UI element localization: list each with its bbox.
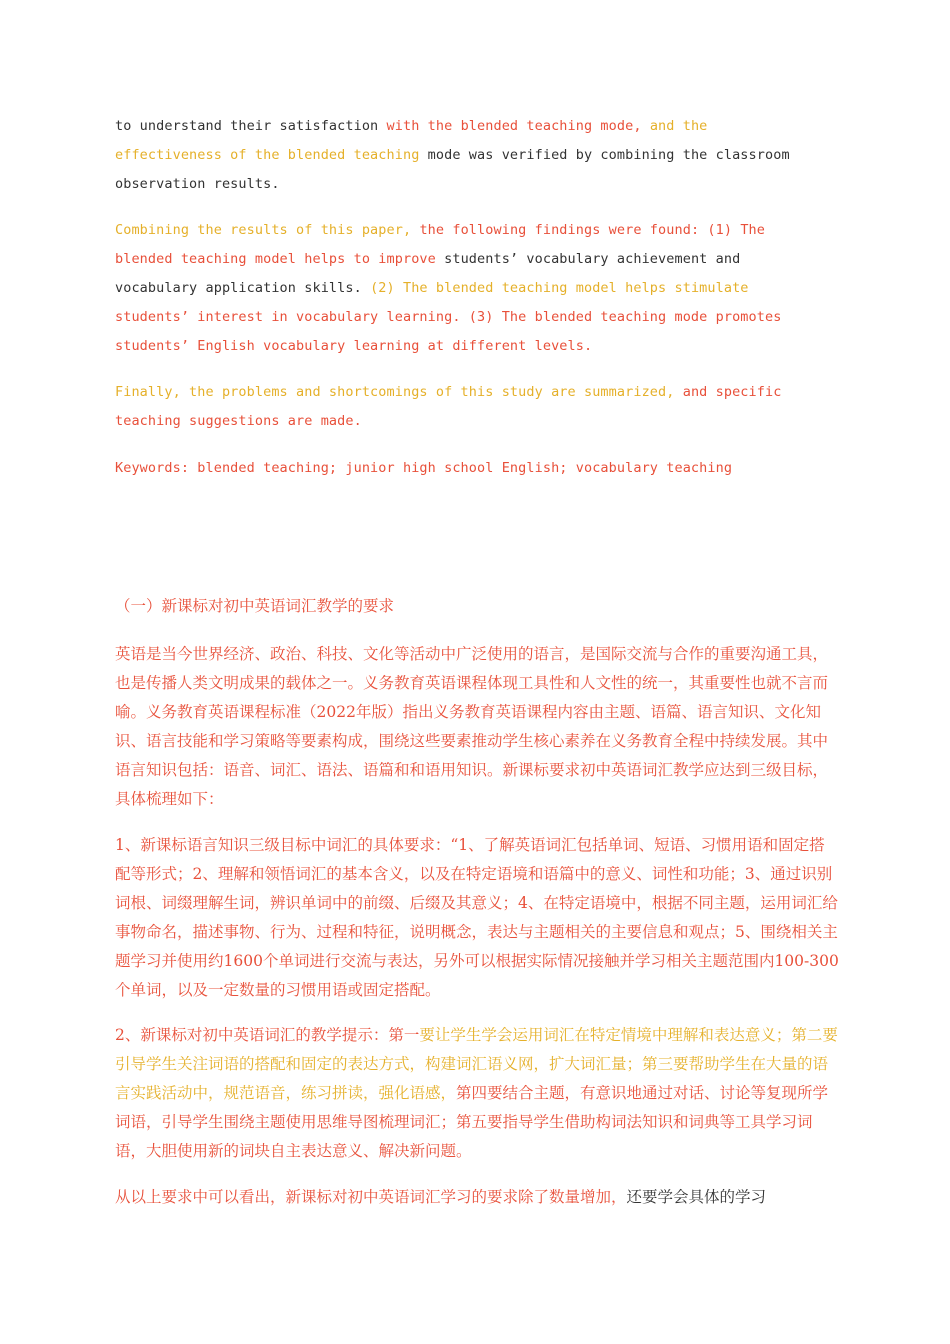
text-run: the following findings were found: (1) The blended teaching model helps to improve — [115, 222, 765, 267]
section-heading: （一）新课标对初中英语词汇教学的要求 — [115, 597, 395, 615]
text-run: 第四要结合主题，有意识地通过对话、讨论等复现所学词语，引导学生围绕主题使用思维导图梳理词汇；第五要指导学生借助构词法知识和词典等工具学习词语，大胆使用新的词块自主表达意义、解决新问题。 — [115, 1084, 829, 1160]
abstract-paragraph-2 — [115, 216, 815, 361]
text-run: and specific teaching suggestions are made. — [115, 384, 782, 429]
text-run: (2) The blended teaching model helps stimulate — [370, 280, 749, 296]
text-run: 2、新课标对初中英语词汇的教学提示：第一 — [115, 1026, 420, 1044]
text-run: with the blended teaching mode, — [386, 118, 650, 134]
text-run: 从以上要求中可以看出，新课标对初中英语词汇学习的要求除了数量增加， — [115, 1188, 627, 1206]
section-paragraph-4 — [115, 1183, 840, 1212]
abstract-paragraph-3 — [115, 378, 815, 436]
text-run: mode was verified by combining the classroom observation results. — [115, 147, 790, 192]
section-paragraph-3 — [115, 1021, 840, 1166]
abstract-paragraph-1 — [115, 112, 815, 199]
section-paragraph-1: 英语是当今世界经济、政治、科技、文化等活动中广泛使用的语言，是国际交流与合作的重要沟通工具，也是传播人类文明成果的载体之一。义务教育英语课程体现工具性和人文性的统一，其重要性也就不言而喻。义务教育英语课程标准（2022年版）指出义务教育英语课程内容由主题、语篇、语言知识、文化知识、语言技能和学习策略等要素构成，围绕这些要素推动学生核心素养在义务教育全程中持续发展。其中语言知识包括：语音、词汇、语法、语篇和和语用知识。新课标要求初中英语词汇教学应达到三级目标，具体梳理如下： — [115, 645, 829, 808]
section-paragraph-2: 1、新课标语言知识三级目标中词汇的具体要求：“1、了解英语词汇包括单词、短语、习惯用语和固定搭配等形式；2、理解和领悟词汇的基本含义，以及在特定语境和语篇中的意义、词性和功能；3、通过识别词根、词缀理解生词，辨识单词中的前缀、后缀及其意义；4、在特定语境中，根据不同主题，运用词汇给事物命名，描述事物、行为、过程和特征，说明概念，表达与主题相关的主要信息和观点；5、围绕相关主题学习并使用约1600个单词进行交流与表达，另外可以根据实际情况接触并学习相关主题范围内100-300个单词，以及一定数量的习惯用语或固定搭配。 — [115, 836, 839, 999]
text-run: 要让学生学会运用词汇在特定情境中理解和表达意义；第二要引导学生关注词语的搭配和固定的表达方式，构建词汇语义网，扩大词汇量；第三要帮助学生在大量的语言实践活动中，规范语音，练习拼读，强化语感， — [115, 1026, 838, 1102]
text-run: 还要学会具体的学习 — [626, 1188, 767, 1206]
text-run: to understand their satisfaction — [115, 118, 387, 134]
text-run: students’ interest in vocabulary learning. (3) The blended teaching mode promotes students’ English vocabulary learning at different levels. — [115, 309, 782, 354]
text-run: students’ vocabulary achievement and vocabulary application skills. — [115, 251, 741, 296]
text-run: Finally, the problems and shortcomings of this study are summarized, — [115, 384, 683, 400]
text-run: and the effectiveness of the blended teaching — [115, 118, 708, 163]
text-run: Combining the results of this paper, — [115, 222, 420, 238]
keywords-line: Keywords: blended teaching; junior high school English; vocabulary teaching — [115, 460, 733, 476]
